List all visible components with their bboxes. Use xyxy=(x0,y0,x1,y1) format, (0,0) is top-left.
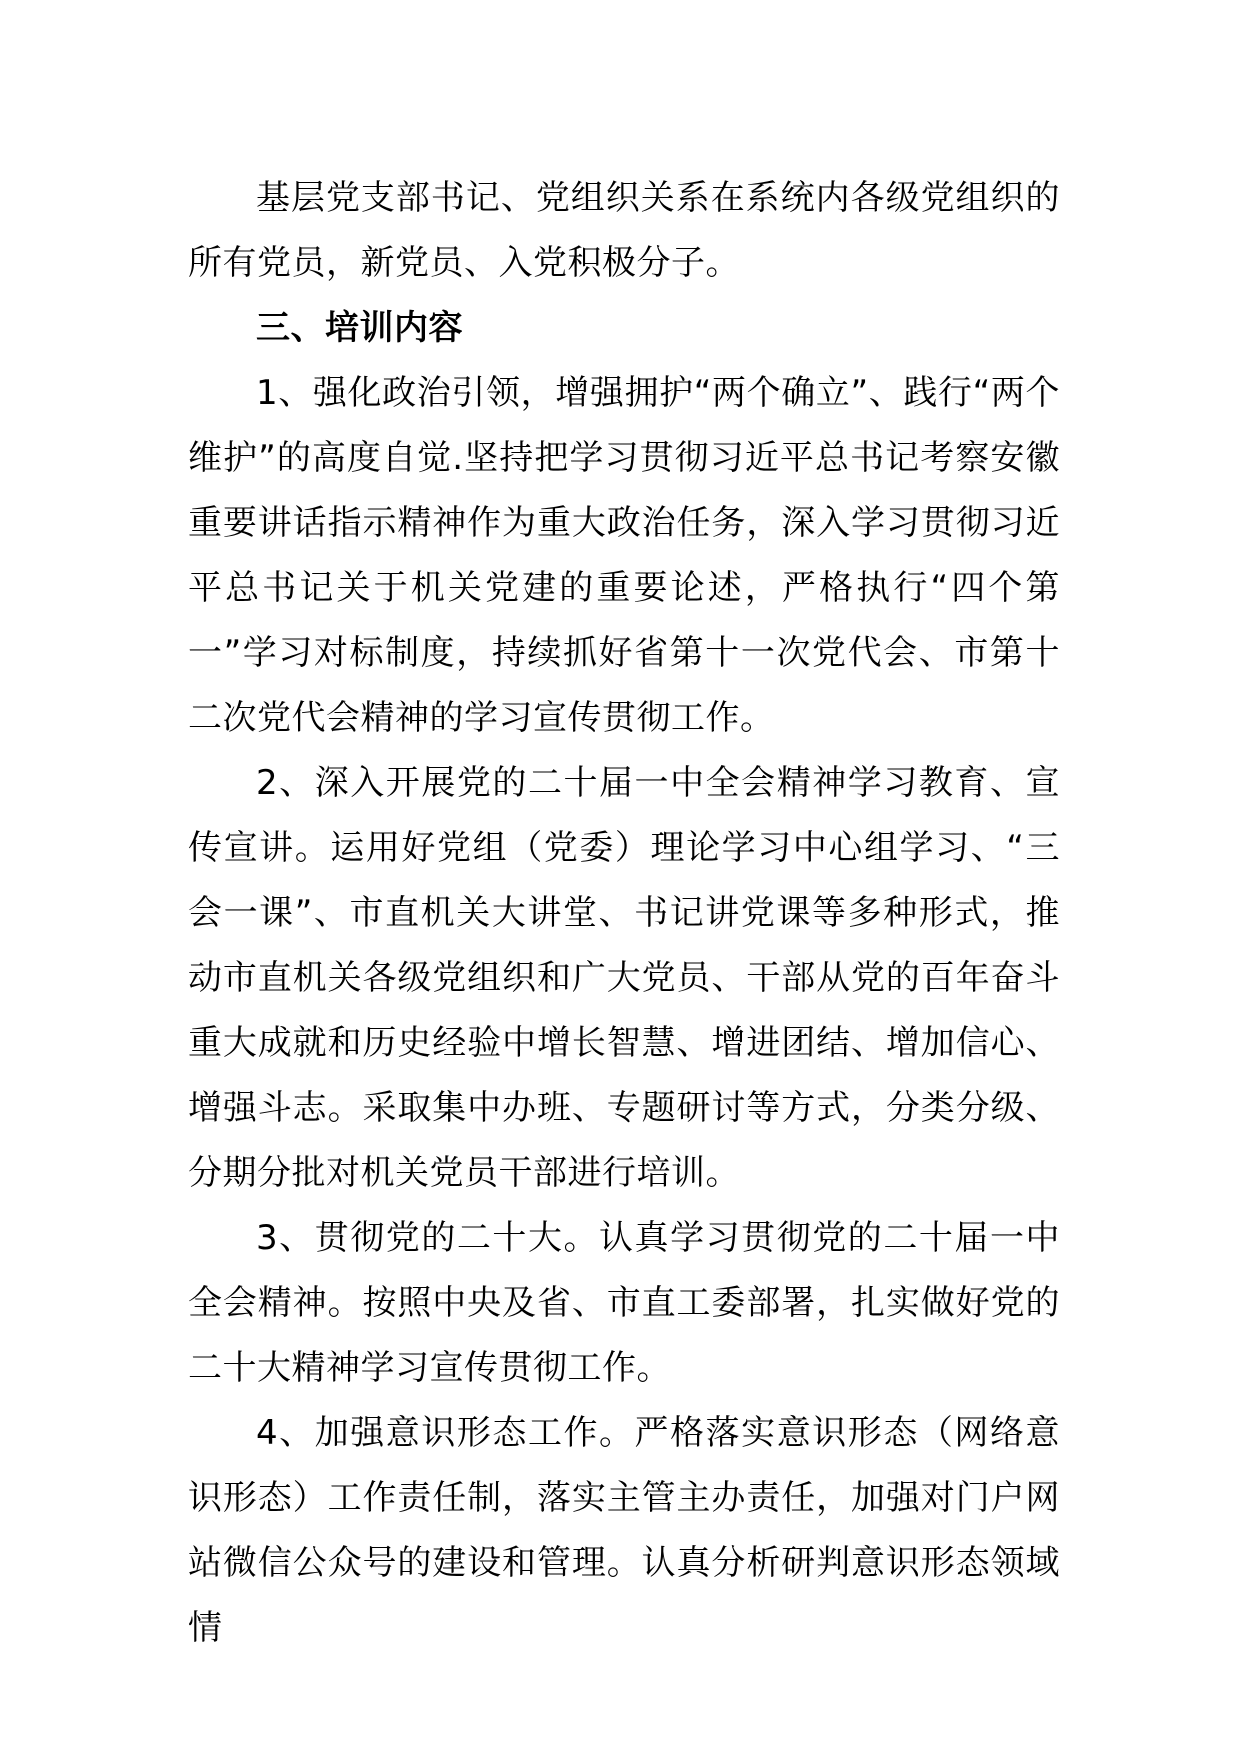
document-body xyxy=(188,166,1060,1661)
paragraph-participants: 基层党支部书记、党组织关系在系统内各级党组织的所有党员，新党员、入党积极分子。 xyxy=(188,178,1060,283)
paragraph-item-4: 4、加强意识形态工作。严格落实意识形态（网络意识形态）工作责任制，落实主管主办责任，加强对门户网站微信公众号的建设和管理。认真分析研判意识形态领域情 xyxy=(188,1413,1060,1648)
paragraph-item-2: 2、深入开展党的二十届一中全会精神学习教育、宣传宣讲。运用好党组（党委）理论学习中心组学习、“三会一课”、市直机关大讲堂、书记讲党课等多种形式，推动市直机关各级党组织和广大党员、干部从党的百年奋斗重大成就和历史经验中增长智慧、增进团结、增加信心、增强斗志。采取集中办班、专题研讨等方式，分类分级、分期分批对机关党员干部进行培训。 xyxy=(188,763,1060,1193)
paragraph-item-1: 1、强化政治引领，增强拥护“两个确立”、践行“两个维护”的高度自觉.坚持把学习贯彻习近平总书记考察安徽重要讲话指示精神作为重大政治任务，深入学习贯彻习近平总书记关于机关党建的重要论述，严格执行“四个第一”学习对标制度，持续抓好省第十一次党代会、市第十二次党代会精神的学习宣传贯彻工作。 xyxy=(188,373,1060,738)
paragraph-item-3: 3、贯彻党的二十大。认真学习贯彻党的二十届一中全会精神。按照中央及省、市直工委部署，扎实做好党的二十大精神学习宣传贯彻工作。 xyxy=(188,1218,1060,1388)
section-heading-training-content: 三、培训内容 xyxy=(256,308,463,348)
